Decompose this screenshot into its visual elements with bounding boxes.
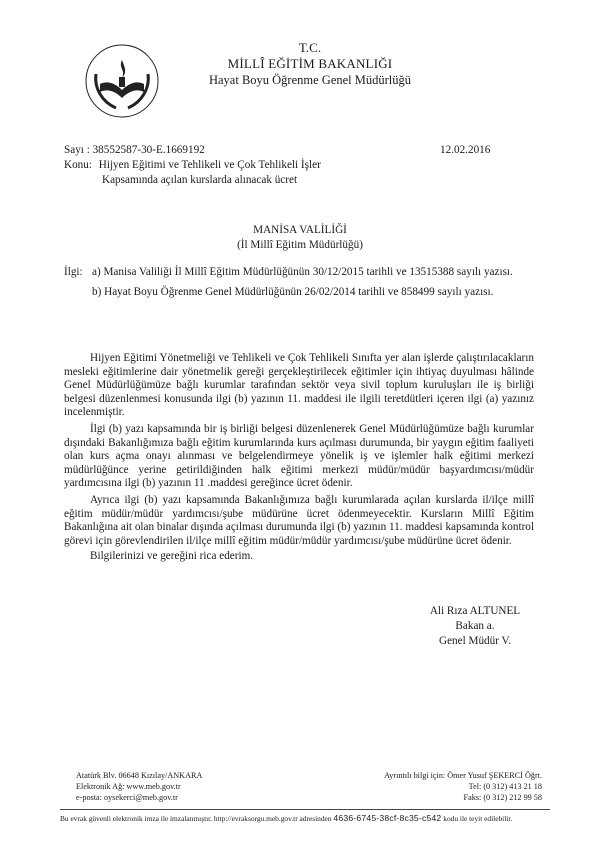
konu-line xyxy=(64,158,544,173)
footer-contact: Ayrıntılı bilgi için: Ömer Yusuf ŞEKERCİ Öğrt. xyxy=(384,771,542,780)
footer-tel: Tel: (0 312) 413 21 18 xyxy=(468,782,542,791)
verify-code: 4636-6745-38cf-8c35-c542 xyxy=(333,813,442,823)
footer-address: Atatürk Blv. 06648 Kızılay/ANKARA xyxy=(76,771,203,780)
verify-text: Bu evrak güvenli elektronik imza ile imzalanmıştır. http://evraksorgu.meb.gov.tr adresinden xyxy=(60,814,332,823)
signer-title1: Bakan a. xyxy=(455,620,495,632)
verify-line xyxy=(60,813,550,824)
body-paragraph-3: Ayrıca ilgi (b) yazı kapsamında Bakanlığımıza bağlı kurumlarada açılan kurslarda il/ilçe millî eğitim müdür/müdür yardımcısı/şube müdürüne ücret ödenmeyecektir. Kursların Millî Eğitim Bakanlığına ait olan binalar dışında açılması durumunda ilgi (b) yazının 11. maddesi kapsamında kontrol görevi için görevlendirilen il/ilçe millî eğitim müdür/müdür yardımcısı/şube müdürüne ücret ödenir. xyxy=(64,493,534,547)
header-ministry: MİLLÎ EĞİTİM BAKANLIĞI xyxy=(227,56,393,71)
body-paragraph-4: Bilgilerinizi ve gereğini rica ederim. xyxy=(90,550,254,563)
body-paragraph-2: İlgi (b) yazı kapsamında bir iş birliği belgesi düzenlenerek Genel Müdürlüğümüze bağlı kurumlar dışındaki Bakanlığımıza bağlı eğitim kurumlarında kurs açılması durumunda, bir yaygın eğitim faaliyeti olan kurs açma onayı alınması ve belgelendirmeye yönelik iş ve işlemler halk eğitimi merkezi müdürlüğünce yerine getirildiğinden halk eğitimi merkezi müdür/müdür başyardımcısı/müdür yardımcısına ilgi (b) yazının 11 .maddesi gereğince ücret ödenir. xyxy=(64,422,534,490)
verify-suffix: kodu ile teyit edilebilir. xyxy=(443,814,513,823)
sayi-label: Sayı xyxy=(64,144,84,156)
ref-a: a) Manisa Valiliği İl Millî Eğitim Müdürlüğünün 30/12/2015 tarihli ve 13515388 sayılı yazısı. xyxy=(92,266,513,278)
signer-title2: Genel Müdür V. xyxy=(439,635,511,647)
konu-line2: Kapsamında açılan kurslarda alınacak ücret xyxy=(102,174,298,186)
recipient-line1: MANİSA VALİLİĞİ xyxy=(253,224,347,236)
konu-label: Konu: xyxy=(64,159,92,171)
footer-fax: Faks: (0 312) 212 99 58 xyxy=(463,793,542,802)
footer-email: e-posta: oysekerci@meb.gov.tr xyxy=(76,793,178,802)
ref-b: b) Hayat Boyu Öğrenme Genel Müdürlüğünün 26/02/2014 tarihli ve 858499 sayılı yazısı. xyxy=(92,285,494,298)
sayi-value: : 38552587-30-E.1669192 xyxy=(86,144,205,156)
footer-web: Elektronik Ağ: www.meb.gov.tr xyxy=(76,782,181,791)
header-directorate: Hayat Boyu Öğrenme Genel Müdürlüğü xyxy=(208,73,412,87)
document-date: 12.02.2016 xyxy=(440,144,491,156)
header-tc: T.C. xyxy=(298,40,322,55)
footer-divider xyxy=(60,809,550,810)
body-paragraph-1: Hijyen Eğitimi Yönetmeliği ve Tehlikeli ve Çok Tehlikeli Sınıfta yer alan işlerde çalıştırılacakların mesleki eğitimlerine dair yönetmelik gereği gerçekleştirilecek eğitimler için ihtiyaç duyulması hâlinde Genel Müdürlüğümüze bağlı kurumlar tarafından sektör veya sivil toplum kuruluşları ile iş birliği belgesi düzenlenmesi konusunda ilgi (b) yazının 11. maddesi ile ilgili teretdütleri içeren ilgi (a) yazınız incelenmiştir. xyxy=(64,352,534,419)
konu-line1: Hijyen Eğitimi ve Tehlikeli ve Çok Tehlikeli İşler xyxy=(98,159,321,171)
signer-name: Ali Rıza ALTUNEL xyxy=(429,605,521,617)
ref-label: İlgi: xyxy=(64,266,83,278)
recipient-line2: (İl Millî Eğitim Müdürlüğü) xyxy=(237,239,363,251)
